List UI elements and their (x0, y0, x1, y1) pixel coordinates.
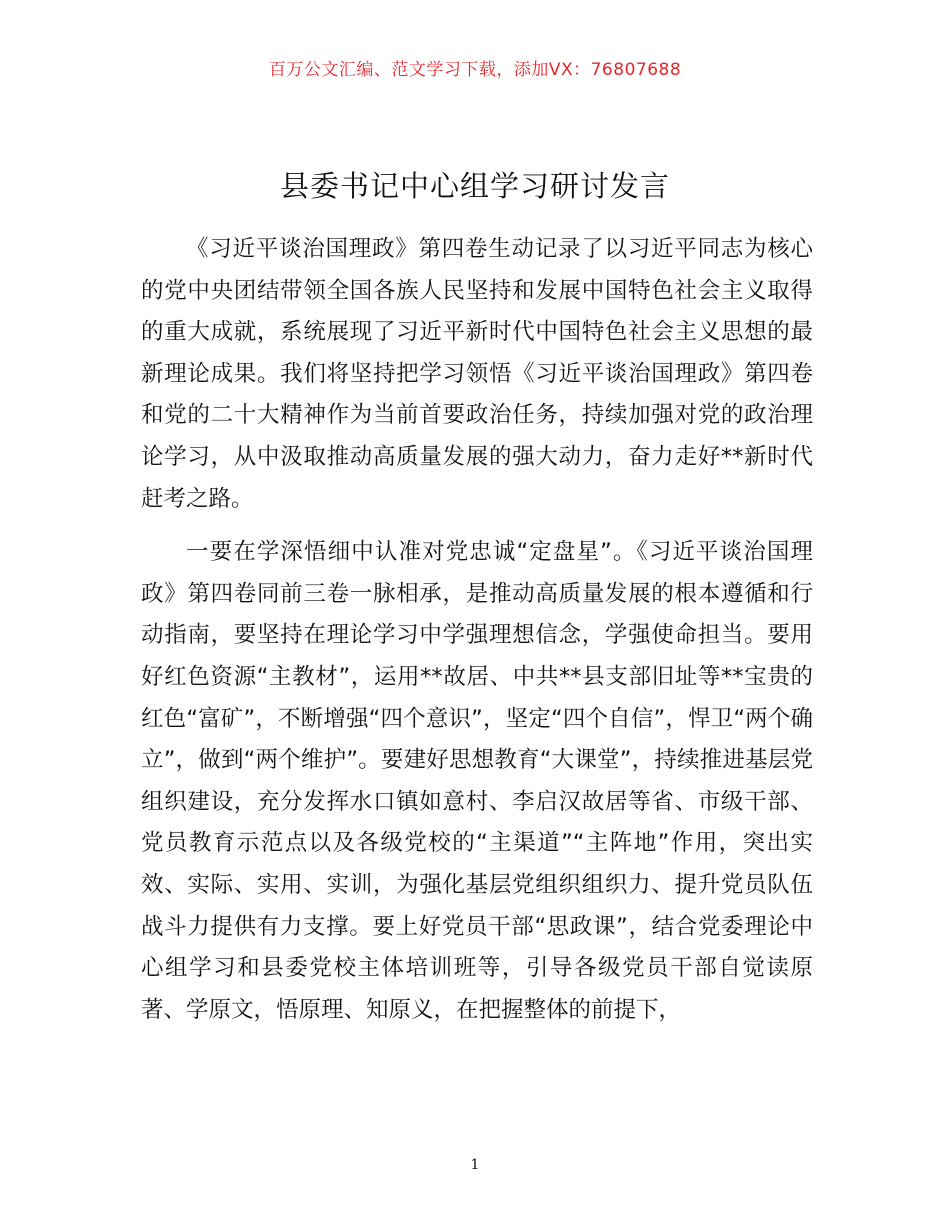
header-contact-note: 百万公文汇编、范文学习下载，添加VX：76807688 (268, 60, 682, 80)
page-number: 1 (470, 1157, 480, 1173)
document-body (141, 229, 813, 1031)
body-paragraph-point-one: 一要在学深悟细中认准对党忠诚“定盘星”。《习近平谈治国理政》第四卷同前三卷一脉相承，是推动高质量发展的根本遵循和行动指南，要坚持在理论学习中学强理想信念，学强使命担当。要用好红色资源“主教材”，运用**故居、中共**县支部旧址等**宝贵的红色“富矿”，不断增强“四个意识”，坚定“四个自信”，悍卫“两个确立”，做到“两个维护”。要建好思想教育“大课堂”，持续推进基层党组织建设，充分发挥水口镇如意村、李启汉故居等省、市级干部、党员教育示范点以及各级党校的“主渠道”“主阵地”作用，突出实效、实际、实用、实训，为强化基层党组织组织力、提升党员队伍战斗力提供有力支撑。要上好党员干部“思政课”，结合党委理论中心组学习和县委党校主体培训班等，引导各级党员干部自觉读原著、学原文，悟原理、知原义，在把握整体的前提下， (141, 539, 813, 1023)
document-title: 县委书记中心组学习研讨发言 (279, 169, 670, 203)
body-paragraph-intro: 《习近平谈治国理政》第四卷生动记录了以习近平同志为核心的党中央团结带领全国各族人民坚持和发展中国特色社会主义取得的重大成就，系统展现了习近平新时代中国特色社会主义思想的最新理论成果。我们将坚持把学习领悟《习近平谈治国理政》第四卷和党的二十大精神作为当前首要政治任务，持续加强对党的政治理论学习，从中汲取推动高质量发展的强大动力，奋力走好**新时代赶考之路。 (141, 236, 813, 512)
